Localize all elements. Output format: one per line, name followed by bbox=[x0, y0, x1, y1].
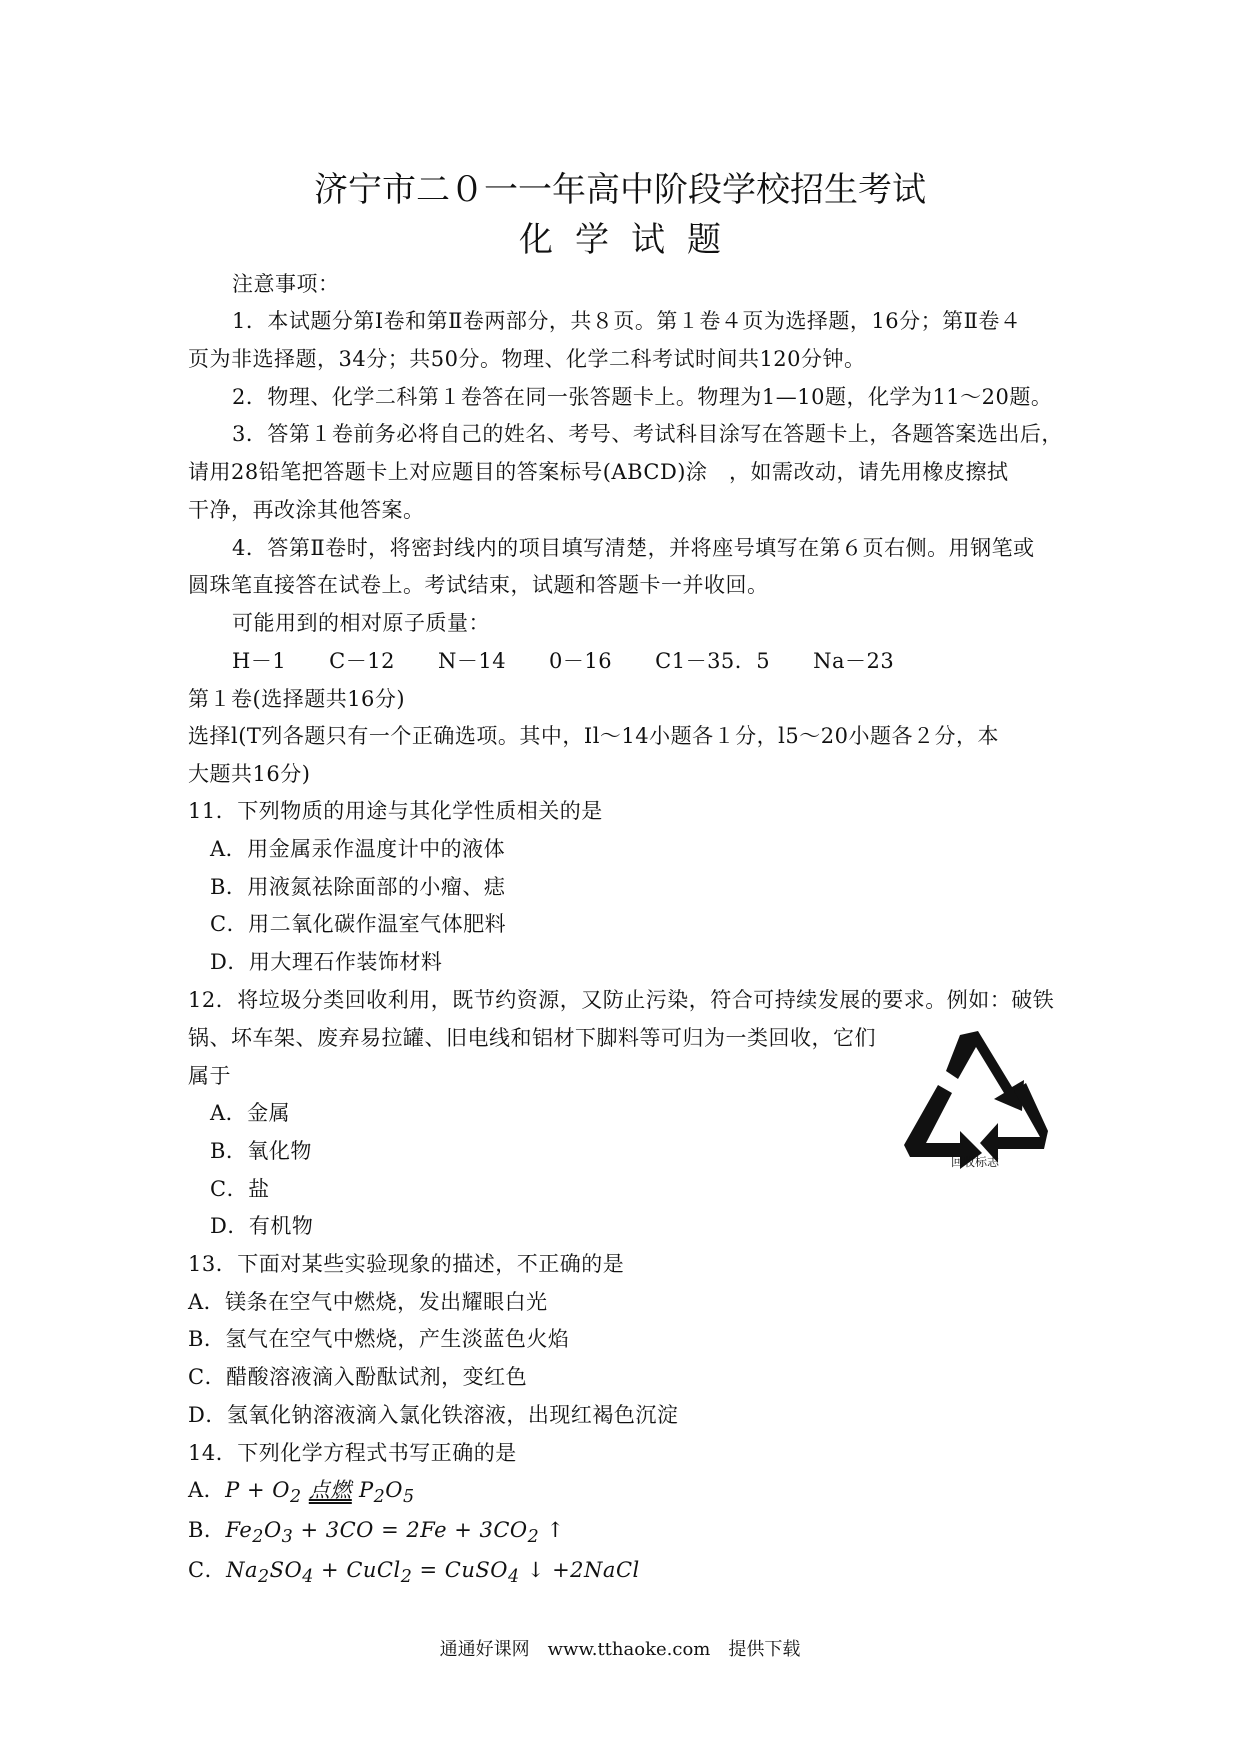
section-1-title: 第１卷(选择题共16分) bbox=[188, 687, 406, 711]
q11-stem: 11．下列物质的用途与其化学性质相关的是 bbox=[188, 799, 603, 823]
q14-option-a bbox=[188, 1476, 415, 1511]
q12-option-a: A．金属 bbox=[210, 1101, 291, 1125]
notice-item-3-cont2: 干净，再改涂其他答案。 bbox=[188, 498, 425, 522]
notice-item-4: 4．答第Ⅱ卷时，将密封线内的项目填写清楚，并将座号填写在第６页右侧。用钢笔或 bbox=[232, 536, 1035, 560]
q14-option-c bbox=[188, 1556, 640, 1591]
q14-stem: 14．下列化学方程式书写正确的是 bbox=[188, 1441, 517, 1465]
q14-equation-a: $P + O_2$ 点燃 $P_2O_5$ bbox=[225, 1478, 415, 1508]
q12-option-c: C．盐 bbox=[210, 1177, 270, 1201]
q12-stem-cont2: 属于 bbox=[188, 1064, 231, 1088]
q11-option-a: A．用金属汞作温度计中的液体 bbox=[210, 837, 506, 861]
atomic-mass-values: H－1 C－12 N－14 0－16 C1－35．5 Na－23 bbox=[232, 649, 895, 673]
q13-option-d: D．氢氧化钠溶液滴入氯化铁溶液，出现红褐色沉淀 bbox=[188, 1403, 679, 1427]
exam-title: 济宁市二０一一年高中阶段学校招生考试 bbox=[314, 170, 926, 210]
q13-option-b: B．氢气在空气中燃烧，产生淡蓝色火焰 bbox=[188, 1327, 570, 1351]
recycle-logo-caption: 回收标志 bbox=[950, 1155, 999, 1169]
q14-equation-c: $Na_2SO_4$ + CuCl$_2$ = CuSO$_4$ ↓ +2NaCl bbox=[226, 1558, 640, 1588]
footer-source: 通通好课网 www.tthaoke.com 提供下载 bbox=[439, 1639, 801, 1660]
q14-option-b-label: B． bbox=[188, 1518, 226, 1542]
q12-stem: 12．将垃圾分类回收利用，既节约资源，又防止污染，符合可持续发展的要求。例如：破铁 bbox=[188, 988, 1055, 1012]
reaction-condition: 点燃 bbox=[308, 1478, 352, 1502]
q14-option-b bbox=[188, 1516, 565, 1551]
q11-option-c: C．用二氧化碳作温室气体肥料 bbox=[210, 912, 507, 936]
q14-option-a-label: A． bbox=[188, 1478, 226, 1502]
atomic-mass-heading: 可能用到的相对原子质量： bbox=[232, 611, 490, 635]
q12-option-b: B．氧化物 bbox=[210, 1139, 312, 1163]
q12-stem-cont: 锅、坏车架、废弃易拉罐、旧电线和铝材下脚料等可归为一类回收，它们 bbox=[188, 1026, 876, 1050]
q13-option-c: C．醋酸溶液滴入酚酞试剂，变红色 bbox=[188, 1365, 528, 1389]
section-1-instructions-cont: 大题共16分) bbox=[188, 762, 311, 786]
q14-option-c-label: C． bbox=[188, 1558, 227, 1582]
notice-heading: 注意事项： bbox=[232, 272, 340, 296]
notice-item-1: 1．本试题分第Ⅰ卷和第Ⅱ卷两部分，共８页。第１卷４页为选择题，16分；第Ⅱ卷４ bbox=[232, 309, 1022, 333]
notice-item-2: 2．物理、化学二科第１卷答在同一张答题卡上。物理为1—10题，化学为11～20题。 bbox=[232, 385, 1053, 409]
q14-equation-b: $Fe_2O_3 + 3CO = 2Fe + 3CO_2$ ↑ bbox=[225, 1518, 565, 1548]
q13-option-a: A．镁条在空气中燃烧，发出耀眼白光 bbox=[188, 1290, 548, 1314]
notice-item-4-cont: 圆珠笔直接答在试卷上。考试结束，试题和答题卡一并收回。 bbox=[188, 573, 769, 597]
notice-item-3-cont: 请用28铅笔把答题卡上对应题目的答案标号(ABCD)涂 ，如需改动，请先用橡皮擦拭 bbox=[188, 460, 1009, 484]
q11-option-b: B．用液氮祛除面部的小瘤、痣 bbox=[210, 875, 506, 899]
q11-option-d: D．用大理石作装饰材料 bbox=[210, 950, 443, 974]
notice-item-3: 3．答第１卷前务必将自己的姓名、考号、考试科目涂写在答题卡上，各题答案选出后， bbox=[232, 422, 1063, 446]
subject-title: 化学试题 bbox=[519, 220, 743, 260]
notice-item-1-cont: 页为非选择题，34分；共50分。物理、化学二科考试时间共120分钟。 bbox=[188, 347, 866, 371]
q13-stem: 13．下面对某些实验现象的描述，不正确的是 bbox=[188, 1252, 625, 1276]
q12-option-d: D．有机物 bbox=[210, 1214, 314, 1238]
section-1-instructions: 选择l(T列各题只有一个正确选项。其中，Il～14小题各１分，l5～20小题各２分，本 bbox=[188, 724, 999, 748]
